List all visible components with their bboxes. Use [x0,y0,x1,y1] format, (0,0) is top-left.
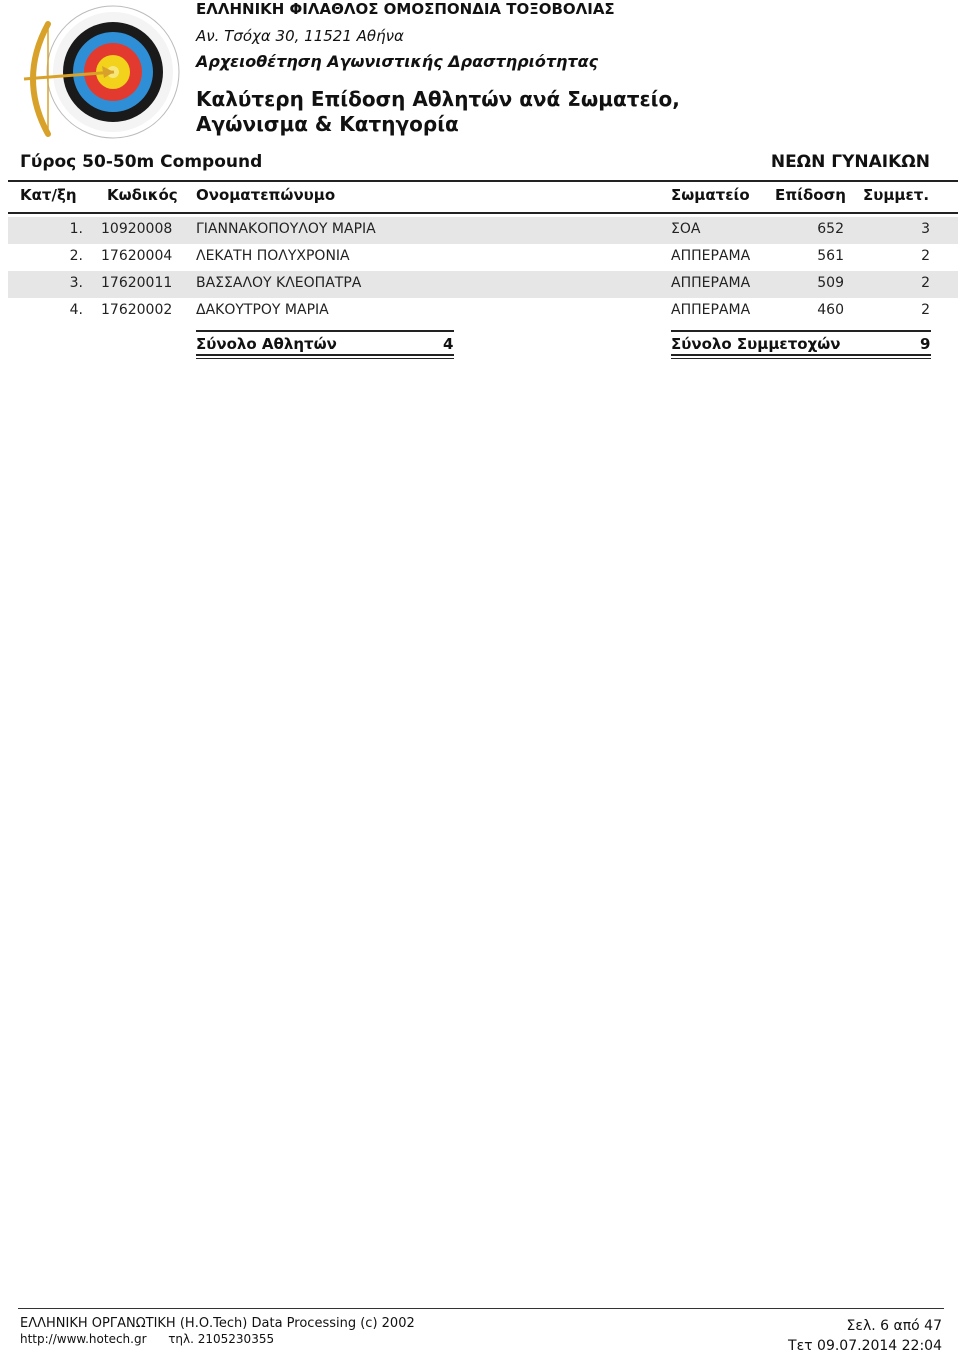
archive-subtitle: Αρχειοθέτηση Αγωνιστικής Δραστηριότητας [196,52,599,71]
total-athletes-value: 4 [443,335,454,353]
cell-code: 17620002 [101,302,173,318]
footer-company: ΕΛΛΗΝΙΚΗ ΟΡΓΑΝΩΤΙΚΗ (Η.Ο.Tech) Data Processing (c) 2002 [20,1316,415,1331]
cell-participations: 2 [921,302,930,318]
cell-club: ΣΟΑ [671,221,701,237]
organization-name: ΕΛΛΗΝΙΚΗ ΦΙΛΑΘΛΟΣ ΟΜΟΣΠΟΝΔΙΑ ΤΟΞΟΒΟΛΙΑΣ [196,0,615,18]
totals-participations-double-underline [671,358,931,359]
table-row [8,271,958,298]
page-number: Σελ. 6 από 47 [846,1318,942,1334]
cell-participations: 2 [921,275,930,291]
footer-website-link[interactable]: http://www.hotech.gr [20,1332,147,1346]
cell-club: ΑΠΠΕΡΑΜΑ [671,302,751,318]
cell-score: 509 [817,275,844,291]
footer-rule [18,1308,944,1309]
totals-participations-top-rule [671,330,931,332]
footer-phone: τηλ. 2105230355 [168,1332,275,1346]
cell-club: ΑΠΠΕΡΑΜΑ [671,248,751,264]
totals-participations-underline [671,354,931,356]
col-club-header: Σωματείο [671,186,750,204]
col-participations-header: Συμμετ. [863,186,930,204]
cell-name: ΓΙΑΝΝΑΚΟΠΟΥΛΟΥ ΜΑΡΙΑ [196,221,376,237]
archery-target-logo-icon [18,4,190,154]
cell-rank: 3. [69,275,83,291]
organization-address: Αν. Τσόχα 30, 11521 Αθήνα [196,27,404,45]
table-row [8,244,958,271]
report-title-line1: Καλύτερη Επίδοση Αθλητών ανά Σωματείο, [196,87,680,111]
cell-code: 17620004 [101,248,173,264]
cell-club: ΑΠΠΕΡΑΜΑ [671,275,751,291]
col-name-header: Ονοματεπώνυμο [196,186,336,204]
header-bottom-rule [8,212,958,214]
cell-participations: 2 [921,248,930,264]
totals-athletes-underline [196,354,454,356]
total-athletes-label: Σύνολο Αθλητών [196,335,337,353]
cell-rank: 4. [69,302,83,318]
table-row [8,298,958,325]
totals-athletes-top-rule [196,330,454,332]
cell-participations: 3 [921,221,930,237]
col-code-header: Κωδικός [107,186,178,204]
cell-rank: 2. [69,248,83,264]
cell-score: 652 [817,221,844,237]
cell-rank: 1. [69,221,83,237]
cell-score: 460 [817,302,844,318]
col-rank-header: Κατ/ξη [20,186,77,204]
cell-code: 17620011 [101,275,173,291]
category-label: ΝΕΩΝ ΓΥΝΑΙΚΩΝ [770,152,930,172]
total-participations-value: 9 [920,335,931,353]
print-date: Τετ 09.07.2014 22:04 [788,1338,942,1354]
cell-code: 10920008 [101,221,173,237]
footer-contact [20,1332,274,1346]
totals-athletes-double-underline [196,358,454,359]
cell-name: ΒΑΣΣΑΛΟΥ ΚΛΕΟΠΑΤΡΑ [196,275,362,291]
round-label: Γύρος 50-50m Compound [20,152,263,172]
total-participations-label: Σύνολο Συμμετοχών [671,335,841,353]
cell-name: ΛΕΚΑΤΗ ΠΟΛΥΧΡΟΝΙΑ [196,248,350,264]
header-top-rule [8,180,958,182]
table-row [8,217,958,244]
col-score-header: Επίδοση [775,186,846,204]
cell-name: ΔΑΚΟΥΤΡΟΥ ΜΑΡΙΑ [196,302,329,318]
cell-score: 561 [817,248,844,264]
report-title-line2: Αγώνισμα & Κατηγορία [196,112,459,136]
